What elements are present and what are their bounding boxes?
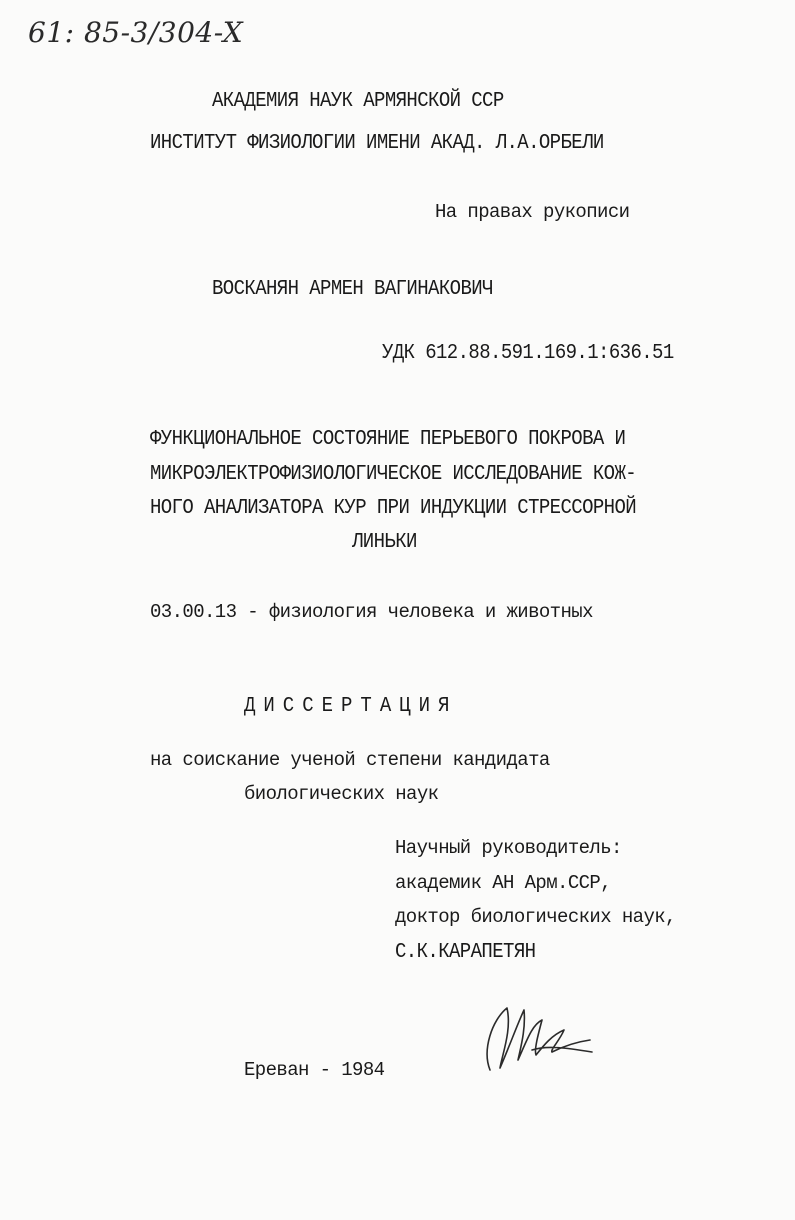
supervisor-line-1: Научный руководитель: [395,837,622,859]
document-type: ДИССЕРТАЦИЯ [244,693,458,718]
degree-line-1: на соискание ученой степени кандидата [150,749,550,771]
supervisor-line-3: доктор биологических наук, [395,906,676,928]
author-name: ВОСКАНЯН АРМЕН ВАГИНАКОВИЧ [212,276,493,301]
signature [472,990,602,1080]
supervisor-line-2: академик АН Арм.ССР, [395,872,612,894]
place-year: Ереван - 1984 [244,1059,385,1081]
rights-note: На правах рукописи [435,201,630,223]
academy-heading: АКАДЕМИЯ НАУК АРМЯНСКОЙ ССР [212,88,504,113]
title-line-3: НОГО АНАЛИЗАТОРА КУР ПРИ ИНДУКЦИИ СТРЕССОРНОЙ [150,495,637,520]
degree-line-2: биологических наук [244,783,439,805]
udc-code: УДК 612.88.591.169.1:636.51 [382,340,674,365]
title-line-4: ЛИНЬКИ [352,529,417,554]
specialty-code: 03.00.13 - физиология человека и животных [150,601,593,623]
supervisor-name: С.К.КАРАПЕТЯН [395,939,536,964]
archive-code-handwritten: 61: 85-3/304-X [28,16,244,49]
title-line-1: ФУНКЦИОНАЛЬНОЕ СОСТОЯНИЕ ПЕРЬЕВОГО ПОКРОВА И [150,426,626,451]
title-line-2: МИКРОЭЛЕКТРОФИЗИОЛОГИЧЕСКОЕ ИССЛЕДОВАНИЕ КОЖ- [150,461,637,486]
institute-heading: ИНСТИТУТ ФИЗИОЛОГИИ ИМЕНИ АКАД. Л.А.ОРБЕЛИ [150,130,604,155]
